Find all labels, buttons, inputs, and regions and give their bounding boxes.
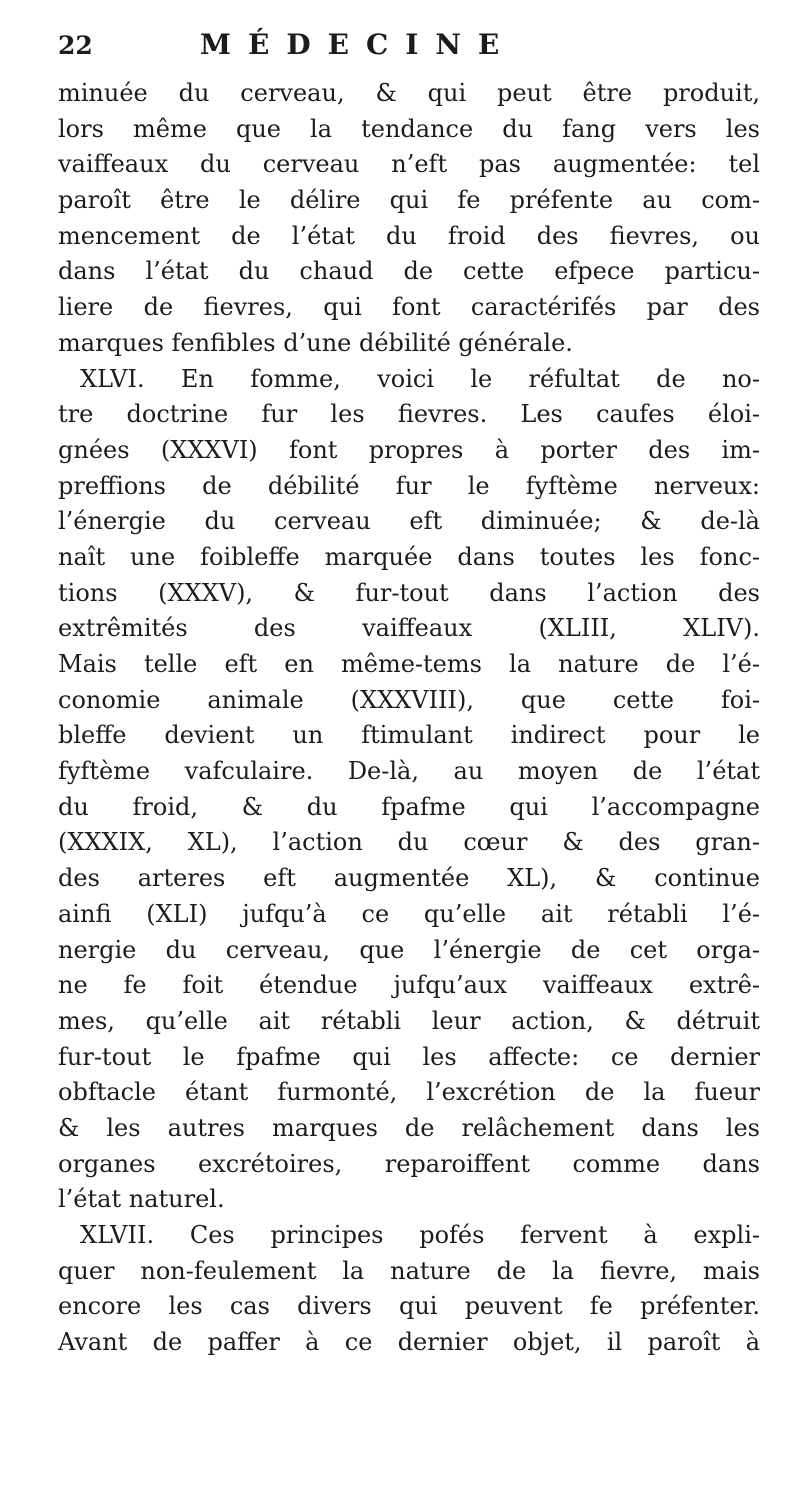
running-title: MÉDECINE: [200, 28, 517, 61]
text-line: l’énergie du cerveau eft diminuée; & de-là: [58, 507, 760, 536]
text-line: tre doctrine fur les fievres. Les caufes éloi-: [58, 400, 760, 429]
text-line: vaiffeaux du cerveau n’eft pas augmentée: tel: [58, 150, 760, 179]
page-number: 22: [58, 31, 93, 60]
text-line: tions (XXXV), & fur-tout dans l’action des: [58, 578, 760, 607]
text-line: & les autres marques de relâchement dans les: [58, 1113, 760, 1142]
text-line: dans l’état du chaud de cette efpece particu-: [58, 257, 760, 286]
text-line: fyftème vafculaire. De-là, au moyen de l’état: [58, 757, 760, 786]
text-line: liere de fievres, qui font caractérifés par des: [58, 293, 760, 322]
text-line: nergie du cerveau, que l’énergie de cet orga-: [58, 935, 760, 964]
text-line: preffions de débilité fur le fyftème nerveux:: [58, 471, 760, 500]
text-line: Mais telle eft en même-tems la nature de l’é-: [58, 650, 760, 678]
text-line: ne fe foit étendue jufqu’aux vaiffeaux extrê-: [58, 971, 760, 1000]
text-line: mes, qu’elle ait rétabli leur action, & détruit: [58, 1006, 760, 1035]
text-line: quer non-feulement la nature de la fievre, mais: [58, 1256, 760, 1285]
paragraph-end-line: l’état naturel.: [58, 1185, 225, 1214]
text-line: gnées (XXXVI) font propres à porter des im-: [58, 435, 760, 464]
text-line: ainfi (XLI) jufqu’à ce qu’elle ait rétabli l’é-: [58, 899, 760, 928]
text-line: des arteres eft augmentée XL), & continue: [58, 864, 760, 893]
text-line: bleffe devient un ftimulant indirect pour le: [58, 721, 760, 750]
paragraph-end-line: marques fenfibles d’une débilité générale.: [58, 328, 573, 357]
text-line: lors même que la tendance du fang vers les: [58, 114, 760, 143]
text-line: du froid, & du fpafme qui l’accompagne: [58, 792, 760, 821]
text-line: minuée du cerveau, & qui peut être produit,: [58, 79, 760, 107]
text-line: naît une foibleffe marquée dans toutes les fonc-: [58, 542, 760, 571]
running-head: [58, 28, 760, 72]
text-line: encore les cas divers qui peuvent fe préfenter.: [58, 1292, 760, 1321]
text-line: obftacle étant furmonté, l’excrétion de la fueur: [58, 1078, 760, 1107]
section-start-line-xlvii: XLVII. Ces principes pofés fervent à expli-: [80, 1221, 760, 1249]
text-line: mencement de l’état du froid des fievres, ou: [58, 221, 760, 250]
text-line: fur-tout le fpafme qui les affecte: ce dernier: [58, 1042, 760, 1071]
text-line: organes excrétoires, reparoiffent comme dans: [58, 1149, 760, 1178]
text-line: Avant de paffer à ce dernier objet, il paroît à: [58, 1328, 760, 1357]
text-line: (XXXIX, XL), l’action du cœur & des gran-: [58, 828, 760, 857]
body-text: [58, 76, 760, 1361]
text-line: conomie animale (XXXVIII), que cette foi-: [58, 685, 760, 714]
text-line: paroît être le délire qui fe préfente au com-: [58, 186, 760, 215]
text-line: extrêmités des vaiffeaux (XLIII, XLIV).: [58, 614, 760, 643]
section-start-line-xlvi: XLVI. En fomme, voici le réfultat de no-: [80, 364, 760, 393]
